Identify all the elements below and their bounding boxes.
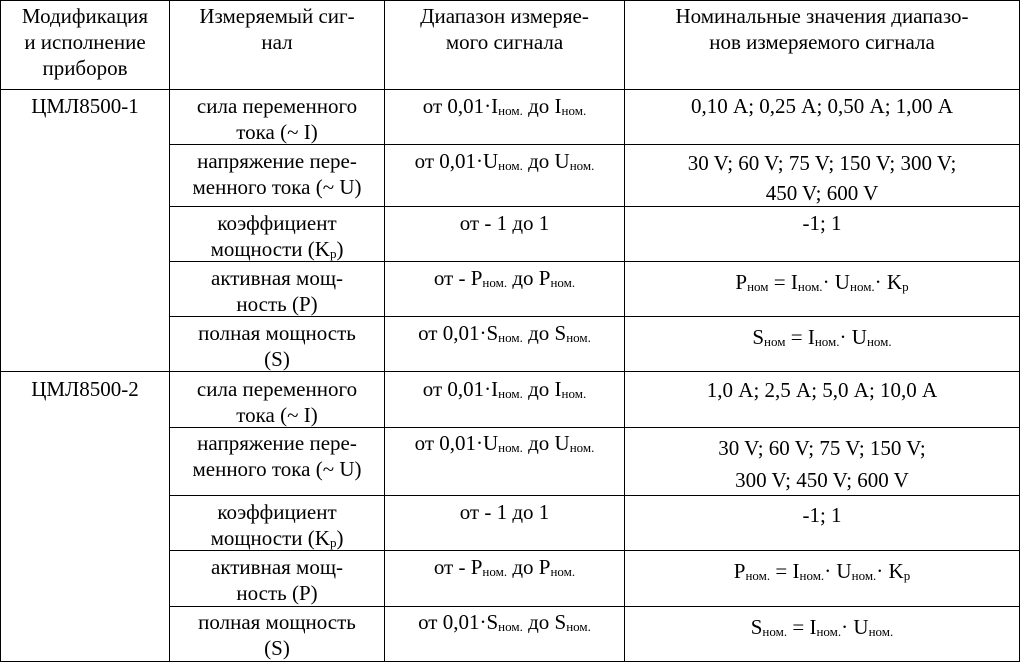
signal-cell: коэффициент мощности $(K_р)$	[210, 500, 344, 550]
nominal-formula: $P_{ном} = I_{ном.}\cdot U_{ном.}\cdot K_р$	[735, 270, 909, 294]
nominal-cell: 1,0 А; 2,5 А; 5,0 А; 10,0 А	[706, 378, 938, 402]
signal-cell: активная мощ- ность (P)	[211, 555, 343, 605]
signal-cell: полная мощность (S)	[198, 610, 356, 660]
signal-cell: полная мощность (S)	[198, 321, 356, 371]
grid-line	[1019, 0, 1020, 662]
grid-line	[0, 661, 1020, 662]
signal-cell: напряжение пере- менного тока (~ U)	[192, 431, 362, 481]
grid-line	[0, 0, 1020, 1]
grid-line	[0, 89, 1020, 90]
signal-cell: активная мощ- ность (P)	[211, 266, 343, 316]
range-cell: от - 1 до 1	[459, 500, 550, 524]
range-cell: от $0,01\cdot U_{ном.}$ до $U_{ном.}$	[414, 149, 595, 173]
range-cell: от - $P_{ном.}$ до $P_{ном.}$	[433, 555, 576, 579]
nominal-cell: -1; 1	[802, 211, 842, 235]
nominal-cell: 30 V; 60 V; 75 V; 150 V; 300 V; 450 V; 600 V	[687, 151, 957, 205]
signal-cell: сила переменного тока (~ I)	[196, 377, 358, 427]
range-cell: от - 1 до 1	[459, 211, 550, 235]
nominal-cell: 0,10 А; 0,25 А; 0,50 А; 1,00 А	[691, 94, 953, 118]
nominal-formula: $S_{ном.} = I_{ном.}\cdot U_{ном.}$	[750, 615, 894, 639]
range-cell: от $0,01\cdot U_{ном.}$ до $U_{ном.}$	[414, 431, 595, 455]
nominal-formula: $P_{ном.} = I_{ном.}\cdot U_{ном.}\cdot K_р$	[733, 559, 911, 583]
signal-cell: напряжение пере- менного тока (~ U)	[192, 149, 362, 199]
nominal-formula: $S_{ном} = I_{ном.}\cdot U_{ном.}$	[752, 325, 892, 349]
header-nominal: Номинальные значения диапазо- нов измеряемого сигнала	[675, 4, 969, 54]
range-cell: от $0,01\cdot I_{ном.}$ до $I_{ном.}$	[422, 94, 587, 118]
device-name: ЦМЛ8500-2	[31, 377, 139, 401]
range-cell: от $0,01\cdot S_{ном.}$ до $S_{ном.}$	[418, 321, 591, 345]
header-modification: Модификация и исполнение приборов	[21, 4, 149, 80]
grid-line	[0, 371, 1020, 372]
range-cell: от $0,01\cdot I_{ном.}$ до $I_{ном.}$	[422, 377, 587, 401]
header-signal: Измеряемый сиг- нал	[199, 4, 355, 54]
header-range: Диапазон измеряе- мого сигнала	[420, 4, 589, 54]
device-name: ЦМЛ8500-1	[31, 94, 139, 118]
nominal-cell: -1; 1	[802, 503, 842, 527]
signal-cell: сила переменного тока (~ I)	[196, 94, 358, 144]
nominal-cell: 30 V; 60 V; 75 V; 150 V; 300 V; 450 V; 600 V	[718, 436, 926, 492]
range-cell: от $0,01\cdot S_{ном.}$ до $S_{ном.}$	[418, 610, 591, 634]
grid-line	[169, 606, 1020, 607]
signal-cell: коэффициент мощности $(K_р)$	[210, 211, 344, 261]
range-cell: от - $P_{ном.}$ до $P_{ном.}$	[433, 266, 576, 290]
